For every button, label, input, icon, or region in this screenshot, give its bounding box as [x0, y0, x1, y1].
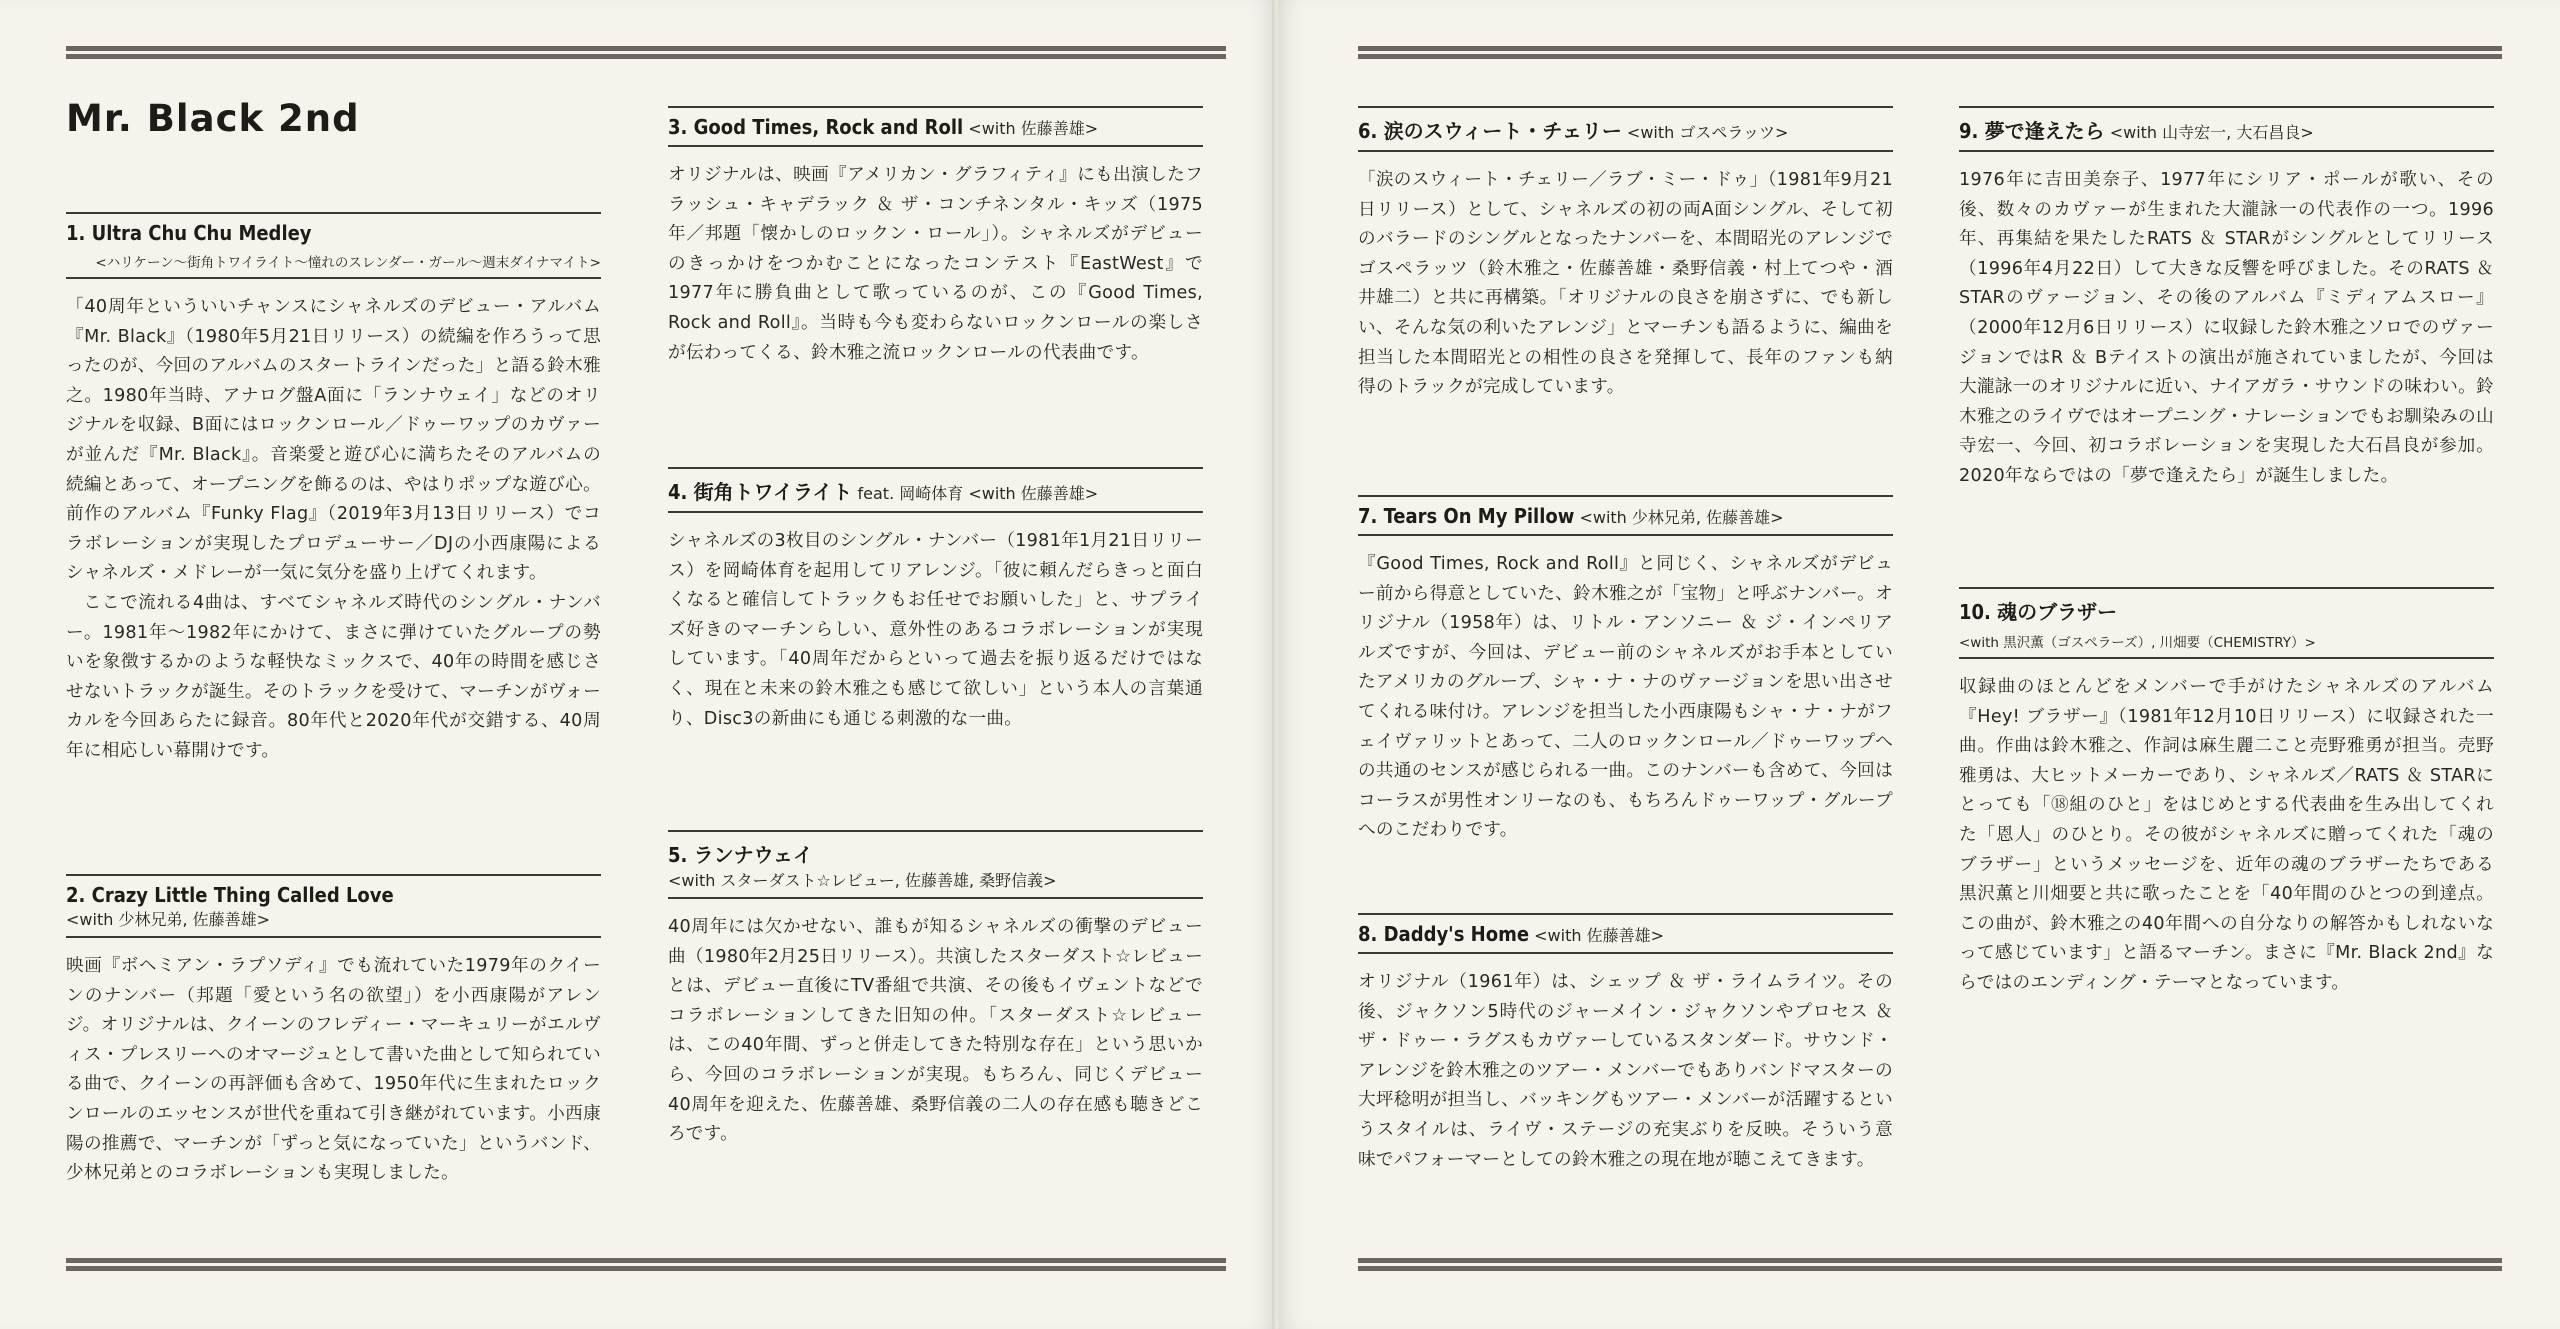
column-2 — [668, 0, 1203, 1329]
track-2 — [66, 874, 601, 1189]
track-5-credits: <with スターダスト☆レビュー, 佐藤善雄, 桑野信義> — [668, 871, 1057, 890]
track-7 — [1358, 495, 1893, 846]
bottom-rule-left — [66, 1258, 1226, 1271]
album-title: Mr. Black 2nd — [66, 97, 360, 140]
track-1-paragraph: ここで流れる4曲は、すべてシャネルズ時代のシングル・ナンバー。1981年〜1982年にかけて、まさに弾けていたグループの勢いを象徴するかのような軽快なミックスで、40年の時間を感じさせないトラックが誕生。そのトラックを受けて、マーチンがヴォーカルを今回あらたに録音。80年代と2020年代が交錯する、40周年に相応しい幕開けです。 — [66, 592, 601, 761]
column-3 — [1358, 0, 1893, 1329]
track-9-paragraph: 1976年に吉田美奈子、1977年にシリア・ポールが歌い、その後、数々のカヴァーが生まれた大瀧詠一の代表作の一つ。1996年、再集結を果たしたRATS ＆ STARがシングルとしてリリース（1996年4月22日）して大きな反響を呼びました。そのRATS ＆ STARのヴァージョン、その後のアルバム『ミディアムスロー』（2000年12月6日リリース）に収録した鈴木雅之ソロでのヴァージョンではR ＆ Bテイストの演出が施されていましたが、今回は大瀧詠一のオリジナルに近い、ナイアガラ・サウンドの味わい。鈴木雅之のライヴではオープニング・ナレーションでもお馴染みの山寺宏一、今回、初コラボレーションを実現した大石昌良が参加。2020年ならではの「夢で逢えたら」が誕生しました。 — [1959, 170, 2494, 486]
track-2-title: 2. Crazy Little Thing Called Love — [66, 883, 394, 907]
track-9-text — [1959, 166, 2494, 492]
track-7-paragraph: 『Good Times, Rock and Roll』と同じく、シャネルズがデビュー前から得意としていた、鈴木雅之が「宝物」と呼ぶナンバー。オリジナル（1958年）は、リトル・アンソニー ＆ ジ・インペリアルズですが、今回は、デビュー前のシャネルズがお手本としていたアメリカのグループ、シャ・ナ・ナのヴァージョンを思い出させてくれる味付け。アレンジを担当した小西康陽もシャ・ナ・ナがフェイヴァリットとあって、二人のロックンロール／ドゥーワップへの共通のセンスが感じられる一曲。このナンバーも含めて、今回はコーラスが男性オンリーなのも、もちろんドゥーワップ・グループへのこだわりです。 — [1358, 554, 1893, 841]
track-8-credits: <with 佐藤善雄> — [1534, 926, 1664, 945]
track-3-credits: <with 佐藤善雄> — [968, 119, 1099, 138]
track-5-text — [668, 913, 1203, 1150]
track-10-header — [1959, 587, 2494, 659]
track-9 — [1959, 106, 2494, 492]
track-7-header — [1358, 495, 1893, 536]
track-6-credits: <with ゴスペラッツ> — [1626, 123, 1789, 142]
track-1-paragraph: 「40周年といういいチャンスにシャネルズのデビュー・アルバム『Mr. Black』（1980年5月21日リリース）の続編を作ろうって思ったのが、今回のアルバムのスタートラインだった」と語る鈴木雅之。1980年当時、アナログ盤A面に「ランナウェイ」などのオリジナルを収録、B面にはロックンロール／ドゥーワップのカヴァーが並んだ『Mr. Black』。音楽愛と遊び心に満ちたそのアルバムの続編とあって、オープニングを飾るのは、やはりポップな遊び心。前作のアルバム『Funky Flag』（2019年3月13日リリース）でコラボレーションが実現したプロデューサー／DJの小西康陽によるシャネルズ・メドレーが一気に気分を盛り上げてくれます。 — [66, 297, 601, 584]
track-2-paragraph: 映画『ボヘミアン・ラプソディ』でも流れていた1979年のクイーンのナンバー（邦題「愛という名の欲望」）を小西康陽がアレンジ。オリジナルは、クイーンのフレディー・マーキュリーがエルヴィス・プレスリーへのオマージュとして書いた曲として知られている曲で、クイーンの再評価も含めて、1950年代に生まれたロックンロールのエッセンスが世代を重ねて引き継がれています。小西康陽の推薦で、マーチンが「ずっと気になっていた」というバンド、少林兄弟とのコラボレーションも実現しました。 — [66, 956, 601, 1184]
track-9-title: 9. 夢で逢えたら — [1959, 119, 2105, 143]
track-8-paragraph: オリジナル（1961年）は、シェップ ＆ ザ・ライムライツ。その後、ジャクソン5時代のジャーメイン・ジャクソンやプロセス ＆ ザ・ドゥー・ラグスもカヴァーしているスタンダード。サウンド・アレンジを鈴木雅之のツアー・メンバーでもありバンドマスターの大坪稔明が担当し、バッキングもツアー・メンバーが活躍するというスタイルは、ライヴ・ステージの充実ぶりを反映。そういう意味でパフォーマーとしての鈴木雅之の現在地が聴こえてきます。 — [1358, 972, 1893, 1170]
track-1-medley-list: <ハリケーン〜街角トワイライト〜憧れのスレンダー・ガール〜週末ダイナマイト> — [95, 255, 601, 271]
track-6-paragraph: 「涙のスウィート・チェリー／ラブ・ミー・ドゥ」（1981年9月21日リリース）として、シャネルズの初の両A面シングル、そして初のバラードのシングルとなったナンバーを、本間昭光のアレンジでゴスペラッツ（鈴木雅之・佐藤善雄・桑野信義・村上てつや・酒井雄二）と共に再構築。「オリジナルの良さを崩さずに、でも新しい、そんな気の利いたアレンジ」とマーチンも語るように、編曲を担当した本間昭光との相性の良さを発揮して、長年のファンも納得のトラックが完成しています。 — [1358, 170, 1893, 398]
track-6-title: 6. 涙のスウィート・チェリー — [1358, 119, 1622, 143]
track-9-credits: <with 山寺宏一, 大石昌良> — [2109, 123, 2314, 142]
track-6-header — [1358, 106, 1893, 152]
bottom-rule-right — [1358, 1258, 2502, 1271]
column-4 — [1959, 0, 2494, 1329]
track-2-header — [66, 874, 601, 938]
track-1-header — [66, 212, 601, 279]
track-7-title: 7. Tears On My Pillow — [1358, 504, 1575, 528]
track-10-credits: <with 黒沢薫（ゴスペラーズ）, 川畑要（CHEMISTRY）> — [1959, 635, 2316, 651]
track-9-header — [1959, 106, 2494, 152]
left-page — [0, 0, 1275, 1329]
track-6-text — [1358, 166, 1893, 403]
track-6 — [1358, 106, 1893, 403]
track-4 — [668, 467, 1203, 734]
track-5-title: 5. ランナウェイ — [668, 843, 813, 867]
track-10-text — [1959, 673, 2494, 999]
track-4-credits: feat. 岡崎体育 <with 佐藤善雄> — [857, 484, 1099, 503]
track-10-title: 10. 魂のブラザー — [1959, 600, 2118, 624]
track-1 — [66, 212, 601, 767]
track-8-header — [1358, 913, 1893, 954]
column-1 — [66, 0, 601, 1329]
track-3 — [668, 106, 1203, 368]
track-3-paragraph: オリジナルは、映画『アメリカン・グラフィティ』にも出演したフラッシュ・キャデラック ＆ ザ・コンチネンタル・キッズ（1975年／邦題「懐かしのロックン・ロール」）。シャネルズがデビューのきっかけをつかむことになったコンテスト『EastWest』で1977年に勝負曲として歌っているのが、この『Good Times, Rock and Roll』。当時も今も変わらないロックンロールの楽しさが伝わってくる、鈴木雅之流ロックンロールの代表曲です。 — [668, 165, 1203, 363]
track-4-text — [668, 527, 1203, 734]
track-8-text — [1358, 968, 1893, 1175]
track-1-title: 1. Ultra Chu Chu Medley — [66, 221, 312, 245]
track-1-text — [66, 293, 601, 767]
track-10 — [1959, 587, 2494, 999]
track-5-header — [668, 830, 1203, 899]
track-4-title: 4. 街角トワイライト — [668, 480, 853, 504]
track-7-credits: <with 少林兄弟, 佐藤善雄> — [1579, 508, 1784, 527]
track-2-text — [66, 952, 601, 1189]
right-page — [1278, 0, 2560, 1329]
track-7-text — [1358, 550, 1893, 846]
track-10-paragraph: 収録曲のほとんどをメンバーで手がけたシャネルズのアルバム『Hey! ブラザー』（1981年12月10日リリース）に収録された一曲。作曲は鈴木雅之、作詞は麻生麗二こと売野雅勇が担当。売野雅勇は、大ヒットメーカーであり、シャネルズ／RATS ＆ STARにとっても「⑱組のひと」をはじめとする代表曲を生み出してくれた「恩人」のひとり。その彼がシャネルズに贈ってくれた「魂のブラザー」というメッセージを、近年の魂のブラザーたちである黒沢薫と川畑要と共に歌ったことを「40年間のひとつの到達点。この曲が、鈴木雅之の40年間への自分なりの解答かもしれないなって感じています」と語るマーチン。まさに『Mr. Black 2nd』ならではのエンディング・テーマとなっています。 — [1959, 677, 2494, 993]
track-2-credits: <with 少林兄弟, 佐藤善雄> — [66, 910, 271, 929]
track-8 — [1358, 913, 1893, 1175]
track-4-paragraph: シャネルズの3枚目のシングル・ナンバー（1981年1月21日リリース）を岡崎体育を起用してリアレンジ。「彼に頼んだらきっと面白くなると確信してトラックもお任せでお願いした」と、サプライズ好きのマーチンらしい、意外性のあるコラボレーションが実現しています。「40周年だからといって過去を振り返るだけではなく、現在と未来の鈴木雅之も感じて欲しい」という本人の言葉通り、Disc3の新曲にも通じる刺激的な一曲。 — [668, 531, 1203, 729]
track-4-header — [668, 467, 1203, 513]
track-3-header — [668, 106, 1203, 147]
track-5-paragraph: 40周年には欠かせない、誰もが知るシャネルズの衝撃のデビュー曲（1980年2月25日リリース）。共演したスターダスト☆レビューとは、デビュー直後にTV番組で共演、その後もイヴェントなどでコラボレーションしてきた旧知の仲。「スターダスト☆レビューは、この40年間、ずっと併走してきた特別な存在」という思いから、今回のコラボレーションが実現。もちろん、同じくデビュー40周年を迎えた、佐藤善雄、桑野信義の二人の存在感も聴きどころです。 — [668, 917, 1203, 1145]
track-5 — [668, 830, 1203, 1150]
track-3-text — [668, 161, 1203, 368]
track-8-title: 8. Daddy's Home — [1358, 922, 1530, 946]
track-3-title: 3. Good Times, Rock and Roll — [668, 115, 964, 139]
